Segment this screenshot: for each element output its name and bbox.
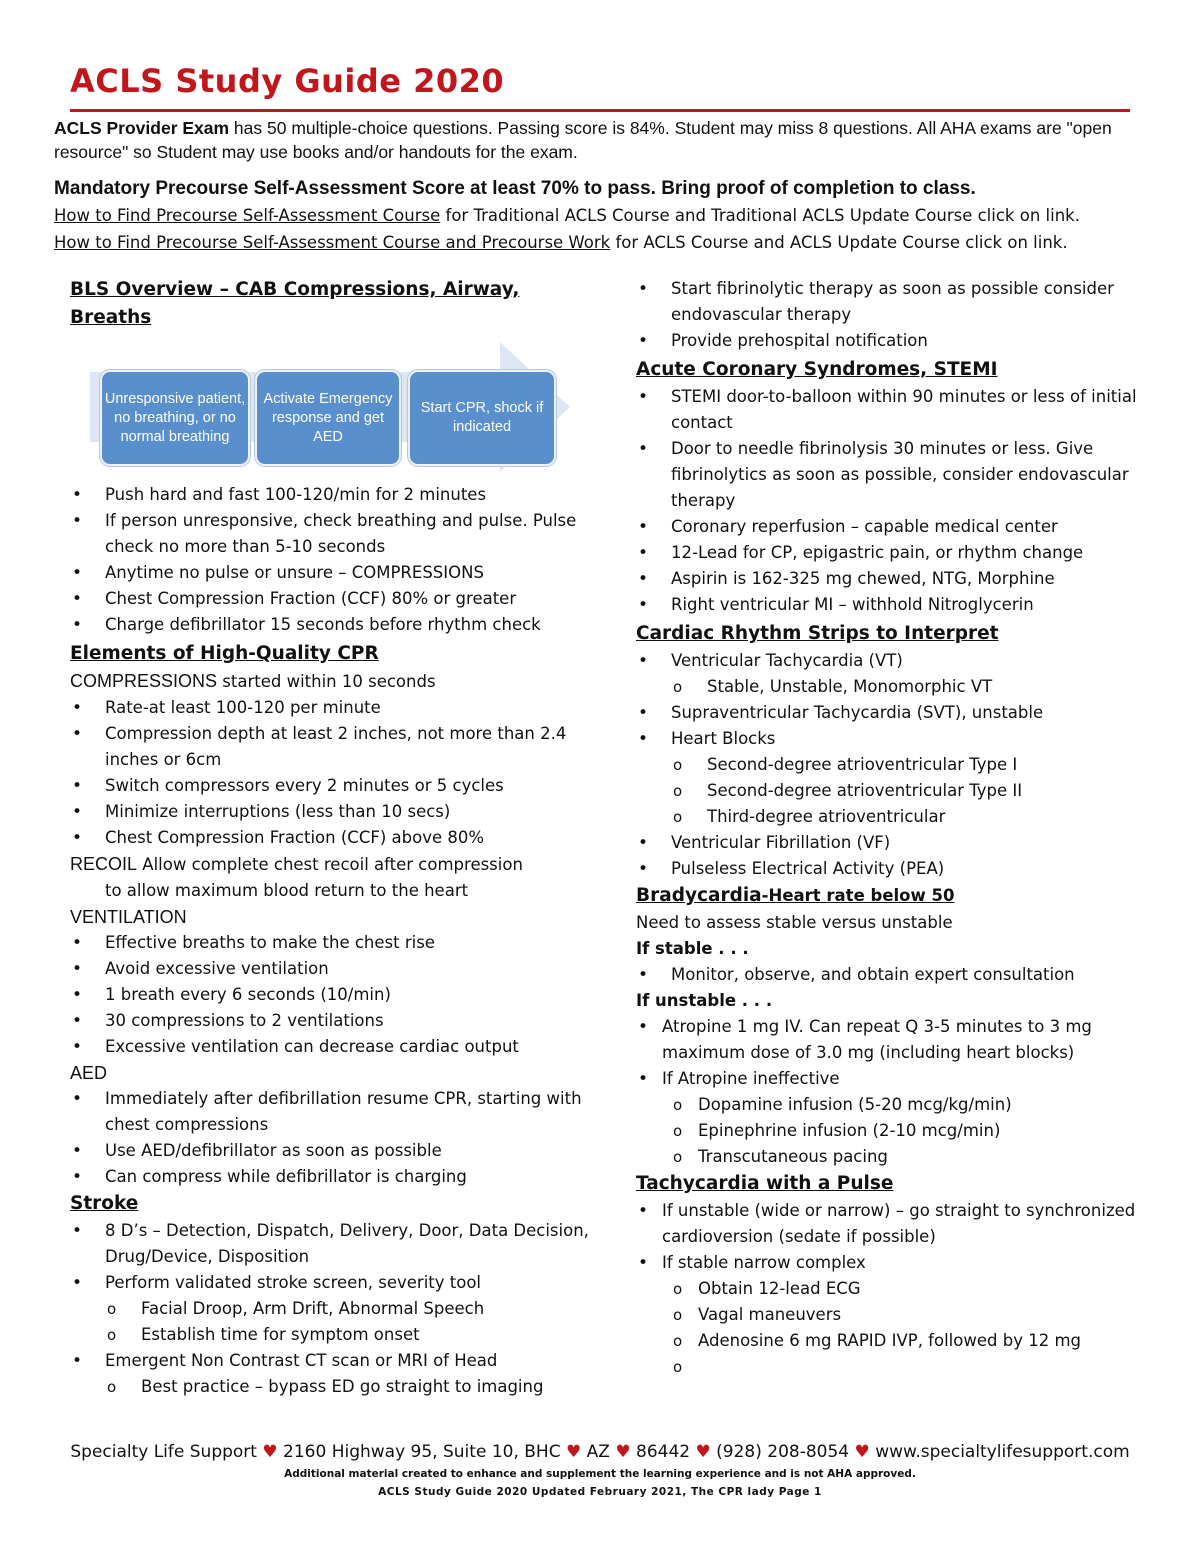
sub-list-item: o Stable, Unstable, Monomorphic VT xyxy=(636,674,1156,700)
bls-list xyxy=(70,482,590,638)
title-divider xyxy=(70,109,1130,112)
list-item: • Chest Compression Fraction (CCF) above 80% xyxy=(70,825,590,851)
sub-list-item: o Adenosine 6 mg RAPID IVP, followed by 12 mg xyxy=(636,1328,1156,1354)
list-item: • If unstable (wide or narrow) – go straight to synchronized cardioversion (sedate if possible) xyxy=(636,1198,1156,1250)
sub-list-item: o Third-degree atrioventricular xyxy=(636,804,1156,830)
sub-list-item: o Facial Droop, Arm Drift, Abnormal Speech xyxy=(70,1296,590,1322)
sub-list-item xyxy=(636,1354,1156,1380)
list-item: • Heart Blocks xyxy=(636,726,1156,752)
footer-city: BHC xyxy=(524,1442,561,1462)
list-item: • STEMI door-to-balloon within 90 minutes or less of initial contact xyxy=(636,384,1156,436)
list-item: • Chest Compression Fraction (CCF) 80% or greater xyxy=(70,586,590,612)
list-item: • Supraventricular Tachycardia (SVT), unstable xyxy=(636,700,1156,726)
footer-address: 2160 Highway 95, Suite 10 xyxy=(283,1442,514,1462)
heart-icon: ♥ xyxy=(695,1442,711,1462)
heart-icon: ♥ xyxy=(854,1442,870,1462)
list-item: • Rate-at least 100-120 per minute xyxy=(70,695,590,721)
list-item: • Right ventricular MI – withhold Nitroglycerin xyxy=(636,592,1156,618)
list-item: • Monitor, observe, and obtain expert consultation xyxy=(636,962,1156,988)
list-item: • Perform validated stroke screen, severity tool xyxy=(70,1270,590,1296)
recoil-line xyxy=(70,851,590,878)
link-line-1 xyxy=(54,206,1080,225)
rhythm-heading: Cardiac Rhythm Strips to Interpret xyxy=(636,623,999,644)
list-item: • If stable narrow complex xyxy=(636,1250,1156,1276)
if-stable-label: If stable . . . xyxy=(636,939,749,958)
list-item: • If Atropine ineffective xyxy=(636,1066,1156,1092)
if-unstable-label: If unstable . . . xyxy=(636,991,773,1010)
recoil-text-2: to allow maximum blood return to the heart xyxy=(105,881,469,900)
footer-website-link[interactable]: www.specialtylifesupport.com xyxy=(875,1442,1130,1462)
link-line-2 xyxy=(54,233,1068,252)
sub-list-item: o Epinephrine infusion (2-10 mcg/min) xyxy=(636,1118,1156,1144)
recoil-text: Allow complete chest recoil after compression xyxy=(137,855,523,874)
footer-state: AZ xyxy=(586,1442,610,1462)
precourse-link-2[interactable]: How to Find Precourse Self-Assessment Course and Precourse Work xyxy=(54,233,611,252)
intro-text: has 50 multiple-choice questions. Passing score is 84%. Student may miss 8 questions. All AHA exams are "open resource" so Student may use books and/or handouts for the exam. xyxy=(54,118,1112,162)
list-item: • Can compress while defibrillator is charging xyxy=(70,1164,590,1190)
list-item: • Charge defibrillator 15 seconds before rhythm check xyxy=(70,612,590,638)
sub-list-item: o Transcutaneous pacing xyxy=(636,1144,1156,1170)
brady-heading xyxy=(636,882,1156,910)
rhythm-list xyxy=(636,648,1156,882)
list-item: • Immediately after defibrillation resume CPR, starting with chest compressions xyxy=(70,1086,590,1138)
compressions-line xyxy=(70,668,590,695)
list-item: • Ventricular Fibrillation (VF) xyxy=(636,830,1156,856)
sub-list-item: o Second-degree atrioventricular Type I xyxy=(636,752,1156,778)
list-item: • Push hard and fast 100-120/min for 2 minutes xyxy=(70,482,590,508)
compressions-list xyxy=(70,695,590,851)
compressions-text: started within 10 seconds xyxy=(217,672,436,691)
list-item: • Start fibrinolytic therapy as soon as possible consider endovascular therapy xyxy=(636,276,1156,328)
list-item: • Compression depth at least 2 inches, not more than 2.4 inches or 6cm xyxy=(70,721,590,773)
left-column xyxy=(70,276,590,1400)
list-item: • Emergent Non Contrast CT scan or MRI of Head xyxy=(70,1348,590,1374)
list-item: • 1 breath every 6 seconds (10/min) xyxy=(70,982,590,1008)
list-item: • Anytime no pulse or unsure – COMPRESSIONS xyxy=(70,560,590,586)
acs-heading: Acute Coronary Syndromes, STEMI xyxy=(636,359,998,380)
acs-list xyxy=(636,384,1156,618)
heart-icon: ♥ xyxy=(566,1442,582,1462)
list-item: • 12-Lead for CP, epigastric pain, or rhythm change xyxy=(636,540,1156,566)
heart-icon: ♥ xyxy=(615,1442,631,1462)
footer-contact: Specialty Life Support ♥ 2160 Highway 95, Suite 10, BHC ♥ AZ ♥ 86442 ♥ (928) 208-8054 ♥ www.specialtylifesupport.com xyxy=(70,1442,1130,1462)
sub-list-item: o Second-degree atrioventricular Type II xyxy=(636,778,1156,804)
sub-list-item: o Dopamine infusion (5-20 mcg/kg/min) xyxy=(636,1092,1156,1118)
right-column xyxy=(636,276,1156,1380)
list-item: • Door to needle fibrinolysis 30 minutes or less. Give fibrinolytics as soon as possible, consider endovascular therapy xyxy=(636,436,1156,514)
sub-list-item: o Best practice – bypass ED go straight to imaging xyxy=(70,1374,590,1400)
ventilation-label: VENTILATION xyxy=(70,907,187,927)
footer-phone: (928) 208-8054 xyxy=(716,1442,850,1462)
list-item: • Pulseless Electrical Activity (PEA) xyxy=(636,856,1156,882)
flow-step-2: Activate Emergency response and get AED xyxy=(255,370,401,466)
recoil-label: RECOIL xyxy=(70,854,138,874)
list-item: • Switch compressors every 2 minutes or 5 cycles xyxy=(70,773,590,799)
link-line-2-text: for ACLS Course and ACLS Update Course click on link. xyxy=(610,233,1068,252)
tachy-heading: Tachycardia with a Pulse xyxy=(636,1173,894,1194)
footer-page-line: ACLS Study Guide 2020 Updated February 2021, The CPR lady Page 1 xyxy=(378,1486,822,1498)
list-item: • Use AED/defibrillator as soon as possible xyxy=(70,1138,590,1164)
brady-heading-main: Bradycardia xyxy=(636,885,762,906)
list-item: • 8 D’s – Detection, Dispatch, Delivery, Door, Data Decision, Drug/Device, Disposition xyxy=(70,1218,590,1270)
list-item: • Minimize interruptions (less than 10 secs) xyxy=(70,799,590,825)
list-item: • 30 compressions to 2 ventilations xyxy=(70,1008,590,1034)
list-item: • If person unresponsive, check breathing and pulse. Pulse check no more than 5-10 seconds xyxy=(70,508,590,560)
list-item: • Atropine 1 mg IV. Can repeat Q 3-5 minutes to 3 mg maximum dose of 3.0 mg (including heart blocks) xyxy=(636,1014,1156,1066)
precourse-link-1[interactable]: How to Find Precourse Self-Assessment Course xyxy=(54,206,441,225)
brady-intro: Need to assess stable versus unstable xyxy=(636,913,953,932)
list-item: • Provide prehospital notification xyxy=(636,328,1156,354)
sub-list-item: o Vagal maneuvers xyxy=(636,1302,1156,1328)
stroke-list xyxy=(70,1218,590,1400)
list-item: • Coronary reperfusion – capable medical center xyxy=(636,514,1156,540)
aed-label: AED xyxy=(70,1063,108,1083)
intro-bold: ACLS Provider Exam xyxy=(54,118,230,138)
list-item: • Excessive ventilation can decrease cardiac output xyxy=(70,1034,590,1060)
heart-icon: ♥ xyxy=(262,1442,278,1462)
bls-flow-diagram xyxy=(70,332,590,482)
sub-list-item: o Obtain 12-lead ECG xyxy=(636,1276,1156,1302)
compressions-label: COMPRESSIONS xyxy=(70,671,218,691)
brady-heading-sub: -Heart rate below 50 xyxy=(761,886,955,905)
brady-stable-list xyxy=(636,962,1156,988)
footer-disclaimer: Additional material created to enhance and supplement the learning experience and is not AHA approved. xyxy=(284,1468,916,1480)
list-item: • Aspirin is 162-325 mg chewed, NTG, Morphine xyxy=(636,566,1156,592)
page-title: ACLS Study Guide 2020 xyxy=(70,62,505,100)
list-item: • Ventricular Tachycardia (VT) xyxy=(636,648,1156,674)
stroke-heading: Stroke xyxy=(70,1193,139,1214)
sub-list-item: o Establish time for symptom onset xyxy=(70,1322,590,1348)
footer-zip: 86442 xyxy=(636,1442,691,1462)
flow-step-3: Start CPR, shock if indicated xyxy=(408,370,556,466)
ventilation-list xyxy=(70,930,590,1060)
cpr-heading: Elements of High-Quality CPR xyxy=(70,643,379,664)
footer-company: Specialty Life Support xyxy=(70,1442,257,1462)
brady-unstable-list xyxy=(636,1014,1156,1170)
bls-heading: BLS Overview – CAB Compressions, Airway, Breaths xyxy=(70,279,520,328)
link-line-1-text: for Traditional ACLS Course and Traditional ACLS Update Course click on link. xyxy=(440,206,1080,225)
list-item: • Avoid excessive ventilation xyxy=(70,956,590,982)
flow-step-1: Unresponsive patient, no breathing, or no normal breathing xyxy=(100,370,250,466)
stroke-continued-list xyxy=(636,276,1156,354)
intro-paragraph xyxy=(54,116,1144,164)
tachy-list xyxy=(636,1198,1156,1380)
aed-list xyxy=(70,1086,590,1190)
list-item: • Effective breaths to make the chest rise xyxy=(70,930,590,956)
mandatory-notice: Mandatory Precourse Self-Assessment Score at least 70% to pass. Bring proof of completion to class. xyxy=(54,178,976,199)
